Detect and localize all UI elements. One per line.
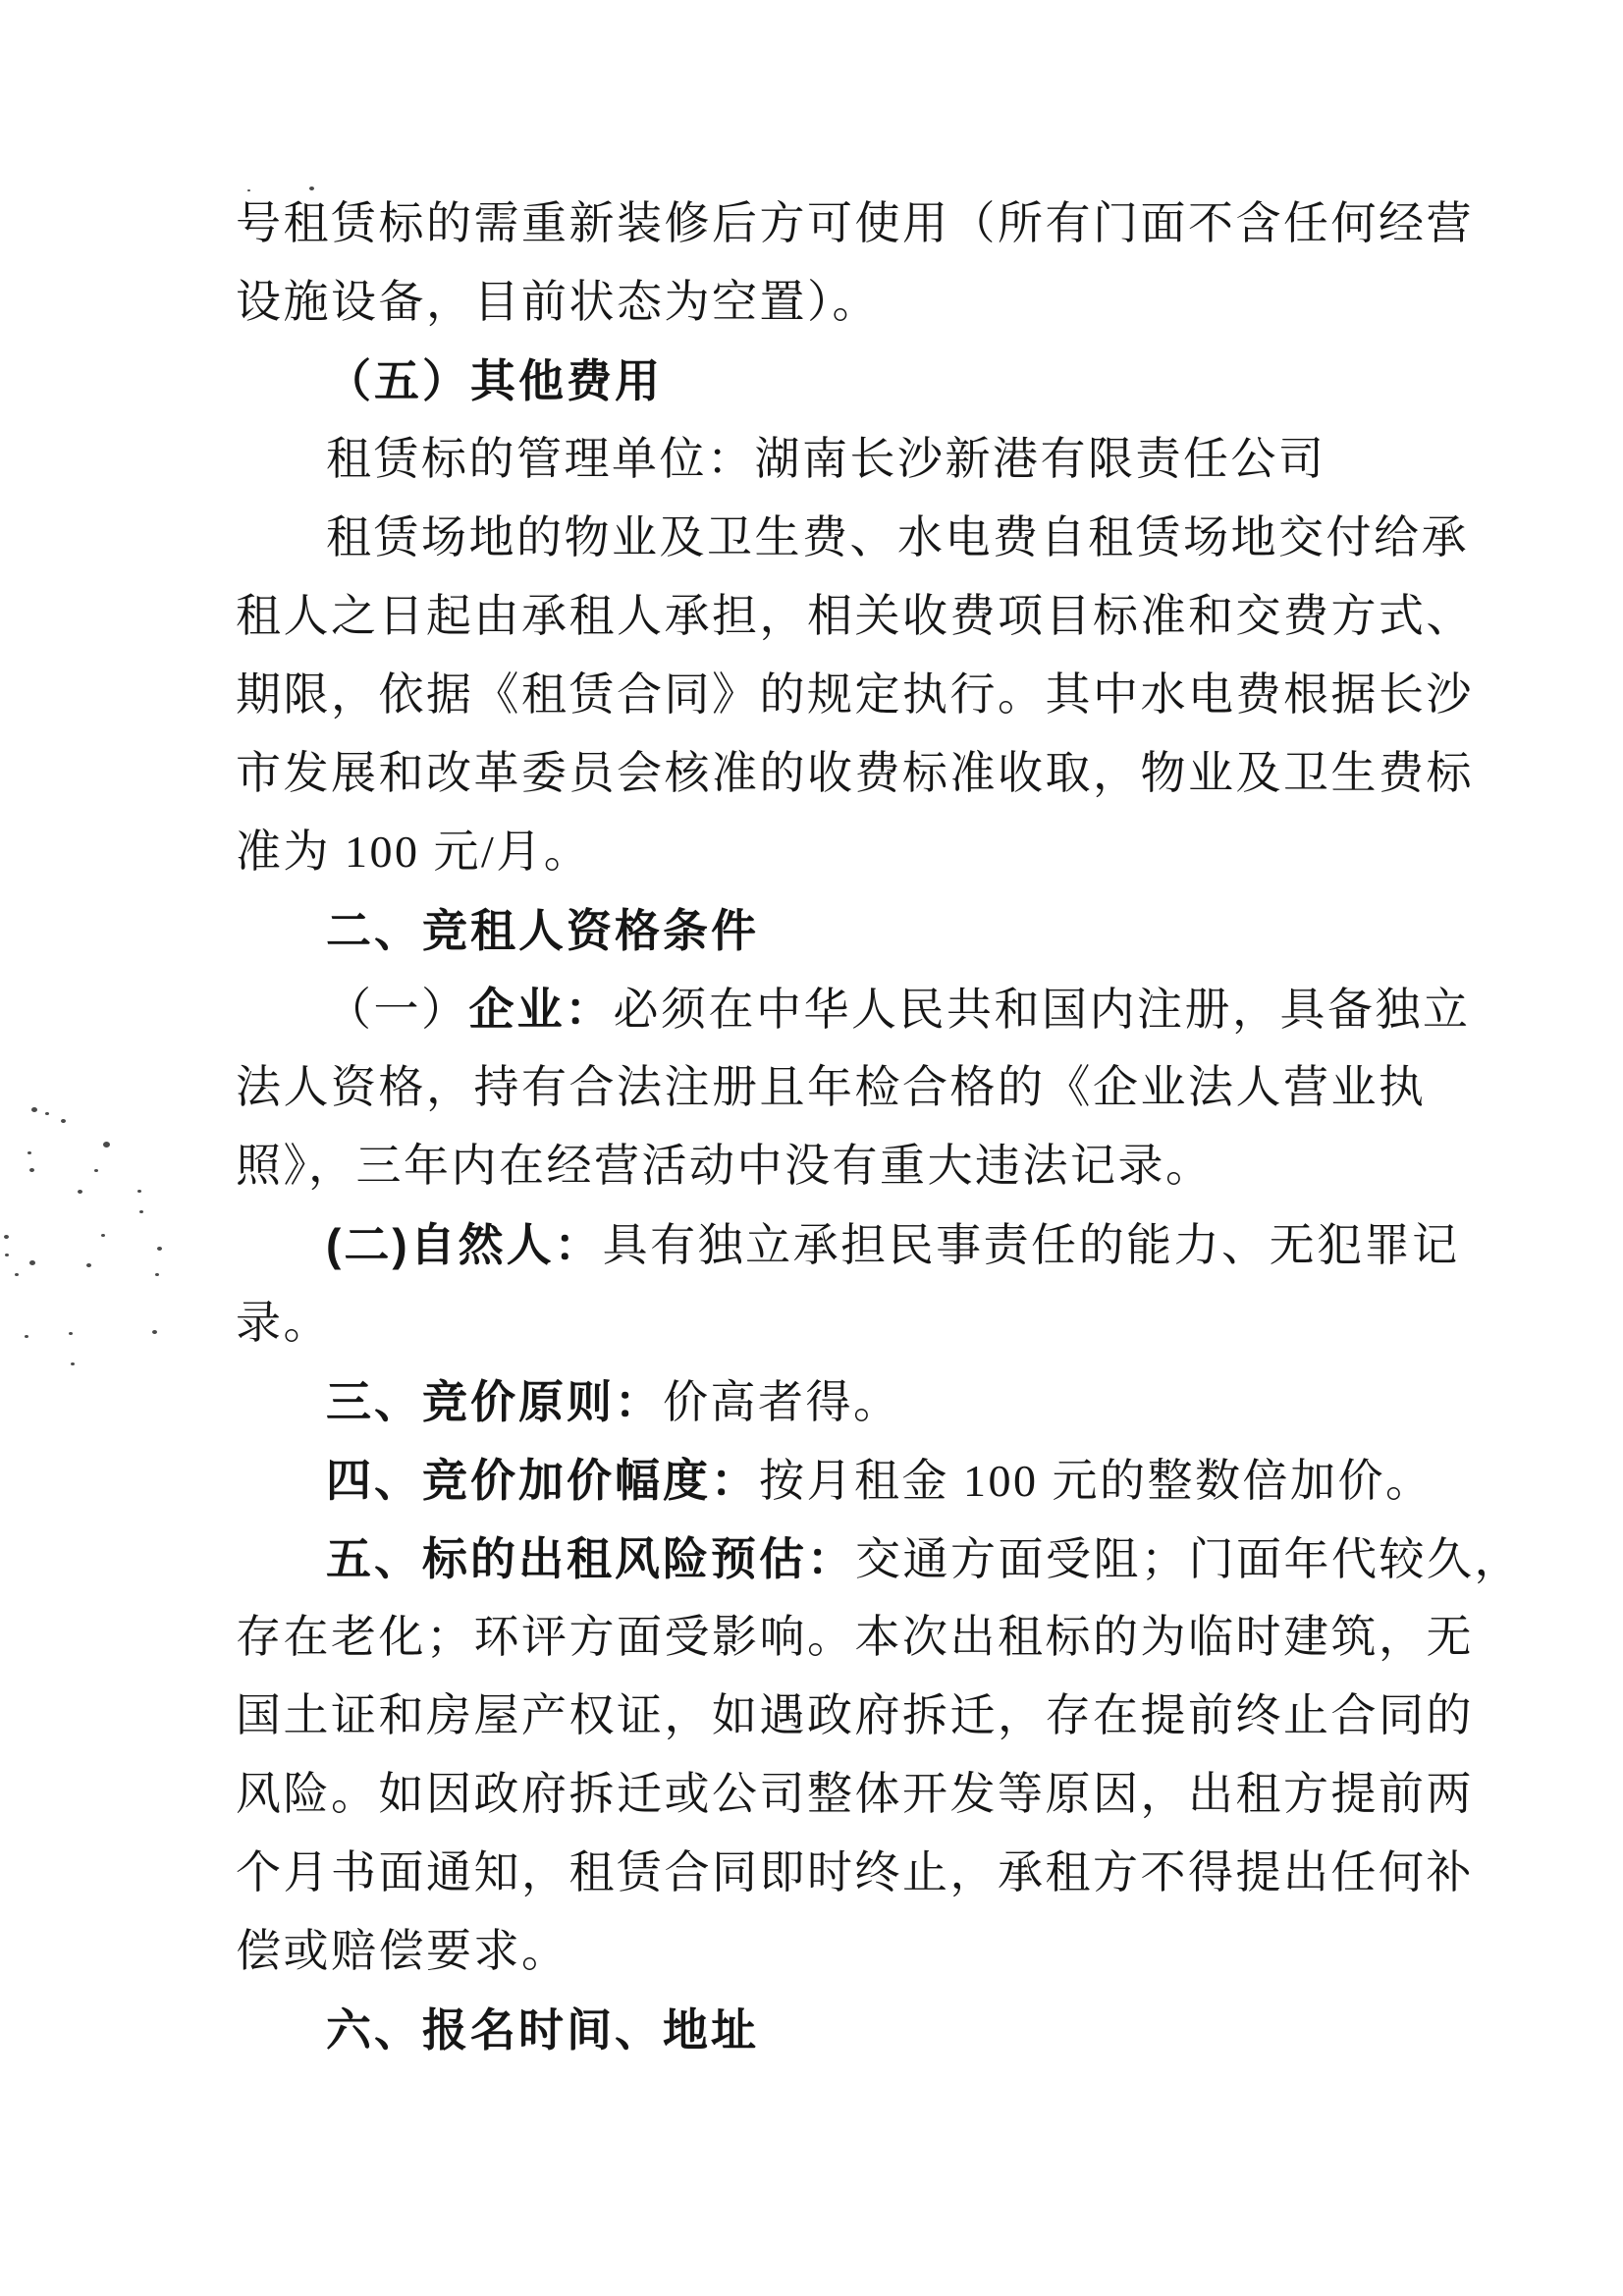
text-line — [236, 420, 1502, 499]
body-text-segment: 租赁场地的物业及卫生费、水电费自租赁场地交付给承 — [326, 512, 1469, 562]
scan-speck — [25, 1335, 28, 1338]
body-text-segment: 期限，依据《租赁合同》的规定执行。其中水电费根据长沙 — [236, 669, 1474, 720]
scan-speck — [45, 1112, 49, 1115]
scan-speck — [69, 1332, 73, 1335]
scan-speck — [137, 1190, 141, 1193]
text-line — [236, 1991, 1502, 2069]
body-text-segment: 个月书面通知，租赁合同即时终止，承租方不得提出任何补 — [236, 1847, 1474, 1897]
text-line — [236, 1127, 1502, 1205]
document-body — [236, 185, 1522, 2069]
scan-speck — [86, 1263, 91, 1267]
body-text-segment: 租人之日起由承租人承担，相关收费项目标准和交费方式、 — [236, 591, 1474, 641]
text-line — [236, 1834, 1502, 1912]
text-line — [236, 185, 1502, 263]
body-text-segment: 照》，三年内在经营活动中没有重大违法记录。 — [236, 1141, 1214, 1191]
text-line — [236, 1284, 1502, 1362]
scan-speck — [71, 1362, 75, 1365]
body-text-segment: 价高者得。 — [663, 1377, 901, 1427]
body-text-segment: 存在老化；环评方面受影响。本次出租标的为临时建筑，无 — [236, 1612, 1474, 1662]
scan-speck — [152, 1330, 157, 1334]
body-text-segment: 设施设备，目前状态为空置）。 — [236, 277, 880, 327]
text-line — [236, 1205, 1502, 1284]
text-line — [236, 1048, 1502, 1127]
scan-speck — [157, 1247, 162, 1251]
body-text-segment: 市发展和改革委员会核准的收费标准收取，物业及卫生费标 — [236, 748, 1474, 798]
scan-speck — [155, 1273, 159, 1276]
body-text-segment: 偿或赔偿要求。 — [236, 1926, 569, 1976]
heading-text-segment: (二)自然人： — [326, 1219, 603, 1270]
scan-speck — [15, 1273, 19, 1276]
text-line — [236, 734, 1502, 813]
text-line — [236, 891, 1502, 970]
text-line — [236, 577, 1502, 656]
heading-text-segment: （五）其他费用 — [326, 355, 663, 406]
scan-speck — [101, 1234, 105, 1237]
heading-text-segment: 二、竞租人资格条件 — [326, 905, 759, 956]
heading-text-segment: 四、竞价加价幅度： — [326, 1455, 759, 1506]
scan-speck — [94, 1169, 98, 1172]
body-text-segment: （一） — [326, 985, 469, 1035]
body-text-segment: 号租赁标的需重新装修后方可使用（所有门面不含任何经营 — [236, 198, 1474, 248]
body-text-segment: 录。 — [236, 1298, 331, 1348]
scan-speck — [29, 1260, 35, 1265]
text-line — [236, 499, 1502, 577]
text-line — [236, 342, 1502, 420]
heading-text-segment: 企业： — [468, 984, 614, 1035]
text-line — [236, 1912, 1502, 1991]
text-line — [236, 813, 1502, 891]
scan-speck — [29, 1168, 34, 1172]
scan-speck — [78, 1190, 82, 1194]
text-line — [236, 1441, 1502, 1520]
scan-speck — [103, 1142, 110, 1148]
scan-speck — [5, 1254, 9, 1256]
text-line — [236, 263, 1502, 342]
body-text-segment: 租赁标的管理单位：湖南长沙新港有限责任公司 — [326, 434, 1326, 484]
scan-speck — [139, 1210, 143, 1213]
scan-speck — [31, 1107, 37, 1112]
text-line — [236, 1520, 1522, 1598]
body-text-segment: 国土证和房屋产权证，如遇政府拆迁，存在提前终止合同的 — [236, 1690, 1474, 1740]
body-text-segment: 交通方面受阻；门面年代较久， — [855, 1534, 1522, 1584]
heading-text-segment: 六、报名时间、地址 — [326, 2004, 759, 2056]
scan-speck — [27, 1151, 31, 1154]
text-line — [236, 1598, 1502, 1677]
text-line — [236, 656, 1502, 734]
scan-speck — [61, 1119, 66, 1123]
body-text-segment: 法人资格，持有合法注册且年检合格的《企业法人营业执 — [236, 1062, 1427, 1112]
scan-speck — [4, 1235, 9, 1239]
body-text-segment: 必须在中华人民共和国内注册，具备独立 — [613, 985, 1471, 1035]
body-text-segment: 准为 100 元/月。 — [236, 827, 592, 877]
body-text-segment: 按月租金 100 元的整数倍加价。 — [759, 1456, 1434, 1506]
text-line — [236, 970, 1502, 1048]
body-text-segment: 风险。如因政府拆迁或公司整体开发等原因，出租方提前两 — [236, 1769, 1474, 1819]
text-line — [236, 1362, 1502, 1441]
heading-text-segment: 三、竞价原则： — [326, 1376, 663, 1427]
body-text-segment: 具有独立承担民事责任的能力、无犯罪记 — [602, 1220, 1460, 1270]
heading-text-segment: 五、标的出租风险预估： — [326, 1533, 855, 1584]
text-line — [236, 1677, 1502, 1755]
text-line — [236, 1755, 1502, 1834]
